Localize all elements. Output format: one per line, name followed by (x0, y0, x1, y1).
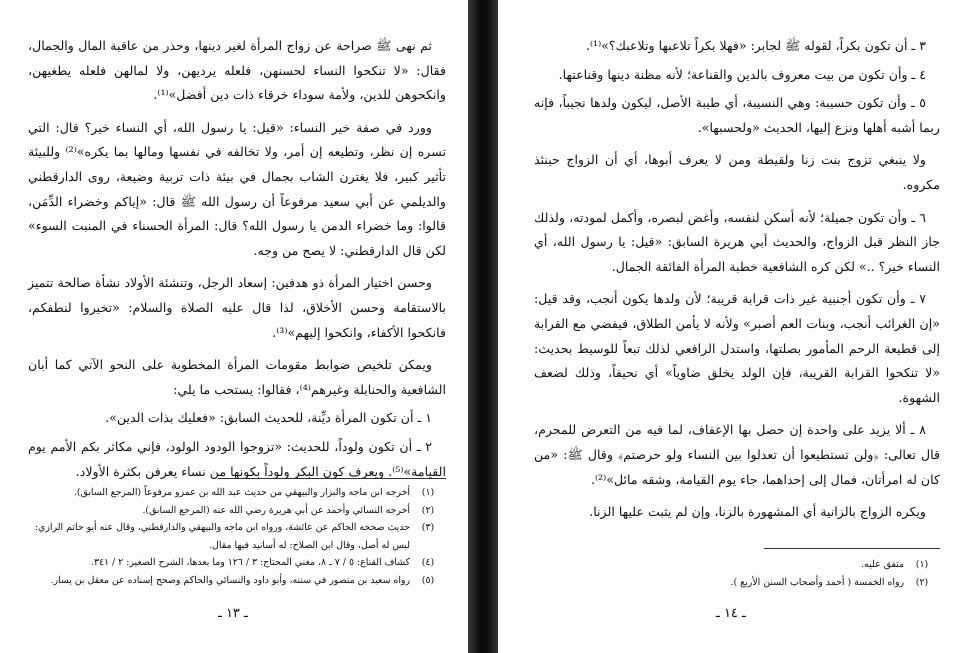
paragraph: ثم نهى ﷺ صراحة عن زواج المرأة لغير دينها، وحذر من عاقبة المال والجمال، فقال: «لا تنكحوا النساء لحسنهن، فلعله يرديهن، ولا لمالهن فلعله يطغيهن، وانكحوهن للدين، ولأمة سوداء خرقاء ذات دين أفضل»⁽¹⁾. (28, 38, 446, 103)
book-gutter (468, 0, 498, 653)
footnote-number: (٢) (915, 576, 929, 588)
footnote (534, 574, 940, 592)
footnote-text: رواه الخمسة ( أحمد وأصحاب السنن الأربع ). (730, 576, 904, 588)
footnote-text: حديث صححه الحاكم عن عائشة، ورواه ابن ماجه والبيهقي والدارقطني، وقال عنه أبو حاتم الرازي: ليس له أصل، وقال ابن الصلاح: له أسانيد فيها مقال. (34, 522, 410, 551)
paragraph: وورد في صفة خير النساء: «قيل: يا رسول الله، أي النساء خير؟ قال: التي تسره إن نظر، وتطيعه إن أمر، ولا تخالفه في نفسها ومالها بما يكره»⁽²⁾ وللبيئة تأثير كبير، فلا يغترن الشاب بجمال في بيئة ذات تربية وضيعة، روى الدارقطني والديلمي عن أبي سعيد مرفوعاً أن رسول الله ﷺ قال: «إياكم وخضراء الدِّمَن، قالوا: وما خضراء الدمن يا رسول الله؟ قال: المرأة الحسناء في المنبت السوء» لكن قال الدارقطني: لا يصح من وجه. (28, 119, 446, 258)
footnote-number: (٢) (421, 504, 435, 516)
right-page-body (534, 34, 940, 533)
footnotes (534, 556, 940, 591)
footnote (28, 519, 446, 554)
footnote-number: (٤) (421, 557, 435, 569)
footnote (534, 556, 940, 574)
paragraph: ولا ينبغي تزوج بنت زنا ولقيطة ومن لا يعرف أبوها، أي أن الزواج حينئذ مكروه. (534, 152, 940, 192)
footnote-divider (764, 548, 940, 549)
footnote-number: (٥) (421, 574, 435, 586)
footnotes (28, 484, 446, 590)
list-item: ٦ ـ وأن تكون جميلة؛ لأنه أسكن لنفسه، وأغض لبصره، وأكمل لمودته، ولذلك جاز النظر قبل الزواج، والحديث أبي هريرة السابق: «قيل: يا رسول الله، أي النساء خير؟ ..» لكن كره الشافعية خطبة المرأة الفائقة الجمال. (534, 209, 940, 274)
list-item: ٨ ـ ألا يزيد على واحدة إن حصل بها الإعفاف، لما فيه من التعرض للمحرم، قال تعالى: ﴿ولن تستطيعوا أن تعدلوا بين النساء ولو حرصتم﴾ وقال ﷺ: «من كان له امرأتان، فمال إلى إحداهما، جاء يوم القيامة، وشقه مائل»⁽²⁾. (534, 422, 940, 487)
list-item: ٧ ـ وأن تكون أجنبية غير ذات قرابة قريبة؛ لأن ولدها يكون أنجب، وقد قيل: «إن الغرائب أنجب، وبنات العم أصبر» ولأنه لا يأمن الطلاق، فيفضي مع القرابة إلى قطيعة الرحم المأمور بصلتها، واستدل الرافعي لذلك تبعاً للوسيط بحديث: «لا تنكحوا القرابة القريبة، فإن الولد يخلق ضاوياً» أي نحيفاً، وذلك لضعف الشهوة. (534, 291, 940, 405)
footnote (28, 554, 446, 572)
paragraph: ويمكن تلخيص ضوابط مقومات المرأة المخطوبة على النحو الآتي كما أبان الشافعية والحنابلة وغيرهم⁽⁴⁾، فقالوا: يستحب ما يلي: (28, 357, 446, 397)
page-number: ـ ١٣ ـ (218, 606, 248, 621)
paragraph: وحسن اختيار المرأة ذو هدفين: إسعاد الرجل، وتنشئة الأولاد نشأة صالحة تتميز بالاستقامة وحسن الأخلاق، لذا قال عليه الصلاة والسلام: «تخيروا لنطفكم، فانكحوا الأكفاء، وانكحوا إليهم»⁽³⁾. (28, 275, 446, 340)
footnote-divider (218, 478, 446, 479)
footnote-text: أخرجه النسائي وأحمد عن أبي هريرة رضي الله عنه (المرجع السابق). (142, 504, 410, 516)
left-page-body (28, 34, 446, 492)
footnote (28, 572, 446, 590)
footnote-number: (١) (421, 487, 435, 498)
footnote-text: كشاف القناع: ٥ / ٧ ـ ٨، مغني المحتاج: ٣ / ١٢٦ وما بعدها، الشرح الصغير: ٢ / ٣٤١. (90, 557, 410, 569)
footnote-number: (١) (915, 559, 929, 570)
footnote-text: متفق عليه. (861, 559, 904, 570)
list-item: ٢ ـ أن تكون ولوداً، للحديث: «تزوجوا الودود الولود، فإني مكاثر بكم الأمم يوم القيامة»⁽⁵⁾. ويعرف كون البكر ولوداً بكونها من نساء يعرفن بكثرة الأولاد. (28, 438, 446, 479)
list-item: ٥ ـ وأن تكون حسيبة: وهي النسيبة، أي طيبة الأصل، ليكون ولدها نجيباً، فإنه ربما أشبه أهلها ونزع إليها، الحديث «ولحسبها». (534, 95, 940, 135)
list-item: ٣ ـ أن تكون بكراً، لقوله ﷺ لجابر: «فهلا بكراً تلاعبها وتلاعبك؟»⁽¹⁾. (585, 38, 926, 53)
footnote (28, 484, 446, 502)
right-page (498, 0, 976, 653)
footnote-number: (٣) (421, 522, 435, 534)
footnote (28, 502, 446, 520)
list-item: ١ ـ أن تكون المرأة ديِّنة، للحديث السابق: «فعليك بذات الدين». (105, 410, 432, 426)
left-page (0, 0, 468, 653)
list-item: ٤ ـ وأن تكون من بيت معروف بالدين والقناعة؛ لأنه مظنة دينها وقناعتها. (558, 66, 926, 82)
page-number: ـ ١٤ ـ (716, 606, 746, 621)
footnote-text: رواه سعيد بن منصور في سننه، وأبو داود والنسائي والحاكم وصحح إسناده عن معقل بن يسار. (50, 574, 410, 586)
footnote-text: أخرجه ابن ماجه والبزار والبيهقي من حديث عبد الله بن عمرو مرفوعاً (المرجع السابق). (73, 487, 410, 498)
paragraph: ويكره الزواج بالزانية أي المشهورة بالزنا، وإن لم يثبت عليها الزنا. (589, 504, 926, 520)
